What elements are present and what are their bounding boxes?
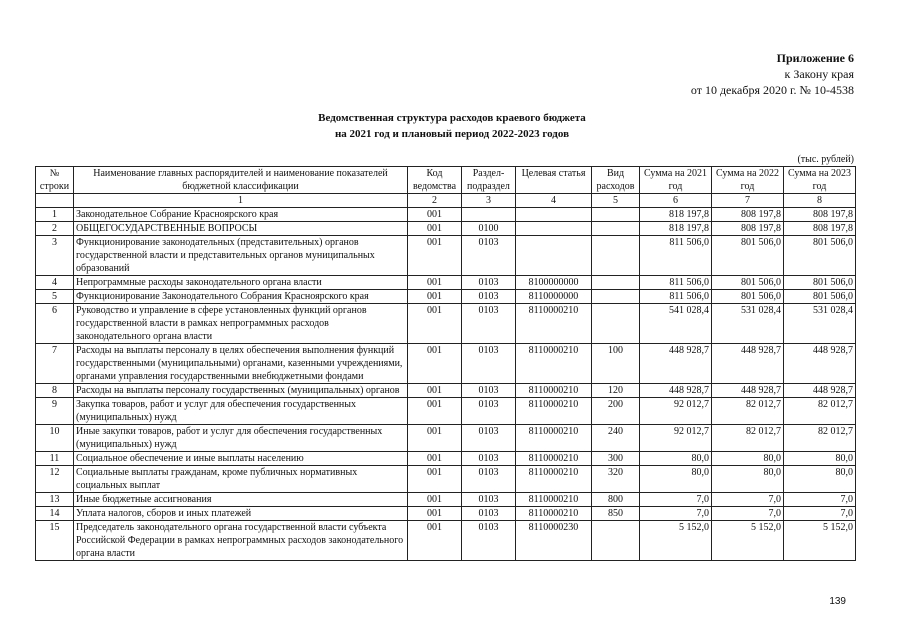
header-row-number: № строки [36, 167, 74, 194]
row-sum-2023: 7,0 [784, 507, 856, 521]
table-row [36, 290, 856, 304]
row-sum-2021: 92 012,7 [640, 425, 712, 452]
row-sum-2022: 82 012,7 [712, 425, 784, 452]
row-section [462, 208, 516, 222]
row-target-article: 8110000000 [516, 290, 592, 304]
row-target-article: 8110000230 [516, 521, 592, 561]
row-sum-2022: 80,0 [712, 466, 784, 493]
row-sum-2023: 801 506,0 [784, 290, 856, 304]
column-number: 2 [408, 194, 462, 208]
row-section: 0103 [462, 452, 516, 466]
title-line-2: на 2021 год и плановый период 2022-2023 годов [334, 128, 570, 140]
row-department-code: 001 [408, 452, 462, 466]
row-expense-type: 200 [592, 398, 640, 425]
row-expense-type: 300 [592, 452, 640, 466]
table-row [36, 425, 856, 452]
row-sum-2021: 811 506,0 [640, 290, 712, 304]
row-name: ОБЩЕГОСУДАРСТВЕННЫЕ ВОПРОСЫ [74, 222, 408, 236]
row-section: 0103 [462, 425, 516, 452]
row-sum-2022: 7,0 [712, 507, 784, 521]
title-line-1: Ведомственная структура расходов краевого бюджета [318, 112, 586, 124]
header-expense-type: Вид расходов [592, 167, 640, 194]
row-target-article [516, 222, 592, 236]
row-expense-type: 120 [592, 384, 640, 398]
row-sum-2021: 7,0 [640, 507, 712, 521]
row-sum-2022: 801 506,0 [712, 276, 784, 290]
header-sum-2022: Сумма на 2022 год [712, 167, 784, 194]
row-section: 0103 [462, 493, 516, 507]
table-row [36, 521, 856, 561]
row-number: 6 [36, 304, 74, 344]
row-number: 10 [36, 425, 74, 452]
row-target-article [516, 236, 592, 276]
row-expense-type [592, 290, 640, 304]
budget-table [35, 166, 856, 561]
row-sum-2022: 80,0 [712, 452, 784, 466]
row-number: 9 [36, 398, 74, 425]
header-target-article: Целевая статья [516, 167, 592, 194]
row-expense-type: 800 [592, 493, 640, 507]
row-department-code: 001 [408, 290, 462, 304]
row-section: 0103 [462, 384, 516, 398]
column-number: 1 [74, 194, 408, 208]
row-department-code: 001 [408, 398, 462, 425]
row-name: Законодательное Собрание Красноярского края [74, 208, 408, 222]
appendix-law: к Закону края [784, 67, 854, 81]
column-number: 5 [592, 194, 640, 208]
row-department-code: 001 [408, 304, 462, 344]
table-body [36, 208, 856, 561]
row-expense-type [592, 236, 640, 276]
table-row [36, 507, 856, 521]
row-department-code: 001 [408, 208, 462, 222]
row-number: 11 [36, 452, 74, 466]
row-expense-type [592, 304, 640, 344]
header-department-code: Код ведомства [408, 167, 462, 194]
document-title [0, 110, 904, 142]
appendix-date: от 10 декабря 2020 г. № 10-4538 [690, 83, 854, 97]
row-number: 4 [36, 276, 74, 290]
row-target-article: 8100000000 [516, 276, 592, 290]
row-target-article: 8110000210 [516, 425, 592, 452]
row-number: 14 [36, 507, 74, 521]
column-number: 3 [462, 194, 516, 208]
row-sum-2022: 448 928,7 [712, 344, 784, 384]
row-sum-2022: 801 506,0 [712, 290, 784, 304]
row-name: Функционирование Законодательного Собрания Красноярского края [74, 290, 408, 304]
row-department-code: 001 [408, 521, 462, 561]
row-department-code: 001 [408, 384, 462, 398]
row-sum-2021: 541 028,4 [640, 304, 712, 344]
row-sum-2021: 811 506,0 [640, 276, 712, 290]
row-section: 0103 [462, 290, 516, 304]
table-row [36, 344, 856, 384]
table-row [36, 304, 856, 344]
row-section: 0103 [462, 466, 516, 493]
row-section: 0103 [462, 304, 516, 344]
row-sum-2022: 808 197,8 [712, 222, 784, 236]
row-expense-type [592, 276, 640, 290]
row-expense-type: 850 [592, 507, 640, 521]
row-sum-2021: 811 506,0 [640, 236, 712, 276]
row-sum-2021: 448 928,7 [640, 344, 712, 384]
row-number: 5 [36, 290, 74, 304]
row-sum-2021: 92 012,7 [640, 398, 712, 425]
row-section: 0103 [462, 276, 516, 290]
row-expense-type: 320 [592, 466, 640, 493]
row-sum-2023: 80,0 [784, 466, 856, 493]
row-number: 13 [36, 493, 74, 507]
row-name: Социальное обеспечение и иные выплаты населению [74, 452, 408, 466]
table-row [36, 384, 856, 398]
row-name: Руководство и управление в сфере установленных функций органов государственной власти в рамках непрограммных расходов законодательного органа власти [74, 304, 408, 344]
table-row [36, 276, 856, 290]
row-sum-2023: 7,0 [784, 493, 856, 507]
row-department-code: 001 [408, 222, 462, 236]
row-sum-2023: 82 012,7 [784, 398, 856, 425]
table-header-row [36, 167, 856, 194]
row-section: 0100 [462, 222, 516, 236]
row-sum-2021: 5 152,0 [640, 521, 712, 561]
page-number: 139 [829, 596, 846, 607]
header-name: Наименование главных распорядителей и наименование показателей бюджетной классификации [74, 167, 408, 194]
header-sum-2021: Сумма на 2021 год [640, 167, 712, 194]
row-name: Расходы на выплаты персоналу государственных (муниципальных) органов [74, 384, 408, 398]
row-department-code: 001 [408, 236, 462, 276]
row-number: 1 [36, 208, 74, 222]
row-target-article: 8110000210 [516, 398, 592, 425]
row-number: 15 [36, 521, 74, 561]
row-department-code: 001 [408, 344, 462, 384]
column-number: 4 [516, 194, 592, 208]
column-number: 7 [712, 194, 784, 208]
row-section: 0103 [462, 398, 516, 425]
row-section: 0103 [462, 507, 516, 521]
row-expense-type [592, 222, 640, 236]
column-number: 6 [640, 194, 712, 208]
row-expense-type: 240 [592, 425, 640, 452]
row-department-code: 001 [408, 466, 462, 493]
row-sum-2023: 801 506,0 [784, 276, 856, 290]
row-department-code: 001 [408, 507, 462, 521]
row-sum-2023: 448 928,7 [784, 384, 856, 398]
row-department-code: 001 [408, 425, 462, 452]
table-row [36, 466, 856, 493]
row-section: 0103 [462, 344, 516, 384]
row-department-code: 001 [408, 493, 462, 507]
row-target-article: 8110000210 [516, 452, 592, 466]
row-expense-type [592, 208, 640, 222]
row-sum-2022: 808 197,8 [712, 208, 784, 222]
row-sum-2021: 448 928,7 [640, 384, 712, 398]
row-number: 8 [36, 384, 74, 398]
row-sum-2023: 801 506,0 [784, 236, 856, 276]
row-sum-2023: 531 028,4 [784, 304, 856, 344]
table-row [36, 493, 856, 507]
row-target-article: 8110000210 [516, 304, 592, 344]
header-section: Раздел-подраздел [462, 167, 516, 194]
row-expense-type [592, 521, 640, 561]
table-row [36, 398, 856, 425]
row-target-article: 8110000210 [516, 466, 592, 493]
row-number: 7 [36, 344, 74, 384]
table-row [36, 208, 856, 222]
row-sum-2023: 80,0 [784, 452, 856, 466]
row-sum-2021: 818 197,8 [640, 222, 712, 236]
row-target-article: 8110000210 [516, 384, 592, 398]
row-sum-2022: 5 152,0 [712, 521, 784, 561]
row-sum-2022: 531 028,4 [712, 304, 784, 344]
table-row [36, 236, 856, 276]
appendix-title: Приложение 6 [776, 51, 854, 65]
row-name: Председатель законодательного органа государственной власти субъекта Российской Федерации в рамках непрограммных расходов законодательного органа власти [74, 521, 408, 561]
row-sum-2021: 7,0 [640, 493, 712, 507]
row-section: 0103 [462, 521, 516, 561]
row-sum-2021: 80,0 [640, 466, 712, 493]
row-name: Непрограммные расходы законодательного органа власти [74, 276, 408, 290]
row-sum-2022: 82 012,7 [712, 398, 784, 425]
row-name: Уплата налогов, сборов и иных платежей [74, 507, 408, 521]
row-target-article [516, 208, 592, 222]
row-sum-2023: 808 197,8 [784, 222, 856, 236]
row-sum-2023: 448 928,7 [784, 344, 856, 384]
row-number: 12 [36, 466, 74, 493]
row-department-code: 001 [408, 276, 462, 290]
units-label: (тыс. рублей) [797, 154, 854, 165]
row-number: 3 [36, 236, 74, 276]
row-name: Социальные выплаты гражданам, кроме публичных нормативных социальных выплат [74, 466, 408, 493]
row-target-article: 8110000210 [516, 344, 592, 384]
column-number: 8 [784, 194, 856, 208]
row-target-article: 8110000210 [516, 493, 592, 507]
row-name: Иные бюджетные ассигнования [74, 493, 408, 507]
row-section: 0103 [462, 236, 516, 276]
row-expense-type: 100 [592, 344, 640, 384]
column-number-row [36, 194, 856, 208]
row-sum-2022: 7,0 [712, 493, 784, 507]
row-sum-2023: 808 197,8 [784, 208, 856, 222]
row-number: 2 [36, 222, 74, 236]
row-sum-2023: 5 152,0 [784, 521, 856, 561]
table-row [36, 222, 856, 236]
row-sum-2022: 448 928,7 [712, 384, 784, 398]
row-sum-2023: 82 012,7 [784, 425, 856, 452]
row-name: Функционирование законодательных (представительных) органов государственной власти и представительных органов муниципальных образований [74, 236, 408, 276]
row-name: Расходы на выплаты персоналу в целях обеспечения выполнения функций государственными (муниципальными) органами, казенными учреждениями, органами управления государственными внебюджетными фондами [74, 344, 408, 384]
row-sum-2021: 80,0 [640, 452, 712, 466]
appendix-block [691, 50, 854, 98]
table-row [36, 452, 856, 466]
row-sum-2022: 801 506,0 [712, 236, 784, 276]
row-target-article: 8110000210 [516, 507, 592, 521]
row-sum-2021: 818 197,8 [640, 208, 712, 222]
row-name: Закупка товаров, работ и услуг для обеспечения государственных (муниципальных) нужд [74, 398, 408, 425]
row-name: Иные закупки товаров, работ и услуг для обеспечения государственных (муниципальных) нужд [74, 425, 408, 452]
header-sum-2023: Сумма на 2023 год [784, 167, 856, 194]
column-number-empty [36, 194, 74, 208]
